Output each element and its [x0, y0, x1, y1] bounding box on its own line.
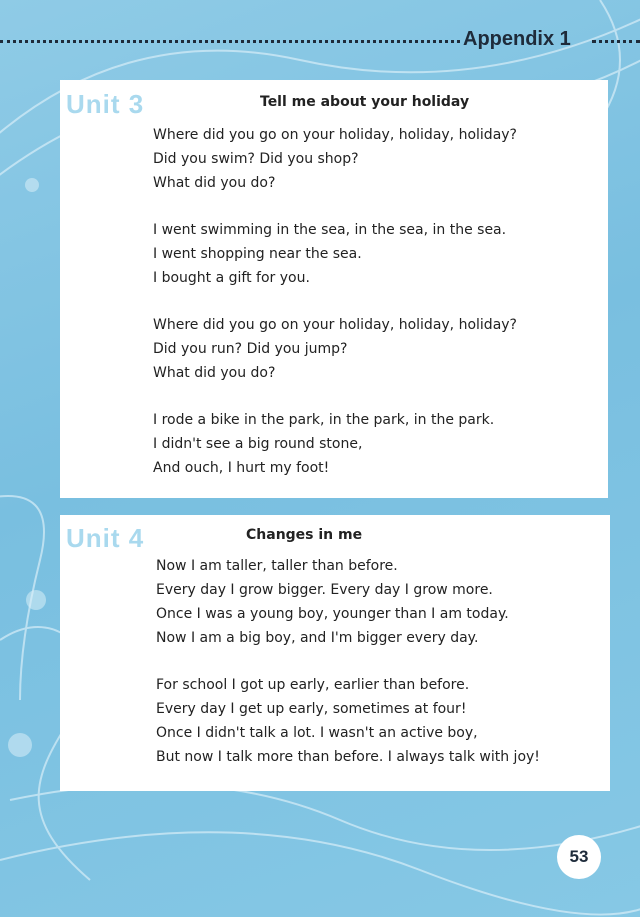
page-number-badge — [557, 835, 601, 879]
lyric-line: Now I am a big boy, and I'm bigger every day. — [156, 630, 479, 646]
lyric-line: I bought a gift for you. — [153, 270, 310, 286]
lyric-line: For school I got up early, earlier than before. — [156, 677, 470, 693]
lyric-line: What did you do? — [153, 365, 276, 381]
lyric-line: Where did you go on your holiday, holiday, holiday? — [153, 127, 517, 143]
unit3-stanza-3 — [153, 313, 517, 385]
header-dotted-rule-right — [592, 40, 640, 43]
lyric-line: And ouch, I hurt my foot! — [153, 460, 330, 476]
lyric-line: Every day I grow bigger. Every day I grow more. — [156, 582, 493, 598]
unit3-stanza-2 — [153, 218, 506, 290]
lyric-line: Now I am taller, taller than before. — [156, 558, 398, 574]
unit3-song-title: Tell me about your holiday — [260, 94, 470, 110]
unit4-panel — [60, 515, 610, 791]
unit3-label: Unit 3 — [66, 89, 145, 119]
unit4-song-title: Changes in me — [246, 527, 363, 543]
lyric-line: Once I didn't talk a lot. I wasn't an active boy, — [156, 725, 478, 741]
lyric-line: I didn't see a big round stone, — [153, 436, 363, 452]
unit3-stanza-4 — [153, 408, 494, 480]
appendix-title: Appendix 1 — [463, 28, 571, 50]
unit3-panel — [60, 80, 608, 498]
lyric-line: I rode a bike in the park, in the park, in the park. — [153, 412, 495, 428]
lyric-line: Did you run? Did you jump? — [153, 341, 348, 357]
page-number: 53 — [569, 847, 589, 866]
lyric-line: I went swimming in the sea, in the sea, in the sea. — [153, 222, 507, 238]
lyric-line: I went shopping near the sea. — [153, 246, 362, 262]
lyric-line: Did you swim? Did you shop? — [153, 151, 359, 167]
lyric-line: Every day I get up early, sometimes at four! — [156, 701, 467, 717]
unit3-stanza-1 — [153, 123, 517, 195]
unit4-stanza-1 — [156, 554, 509, 650]
lyric-line: But now I talk more than before. I always talk with joy! — [156, 749, 540, 765]
lyric-line: What did you do? — [153, 175, 276, 191]
lyric-line: Once I was a young boy, younger than I am today. — [156, 606, 509, 622]
unit4-label: Unit 4 — [66, 523, 145, 553]
unit4-stanza-2 — [156, 673, 540, 769]
lyric-line: Where did you go on your holiday, holiday, holiday? — [153, 317, 517, 333]
header-dotted-rule — [0, 40, 460, 43]
